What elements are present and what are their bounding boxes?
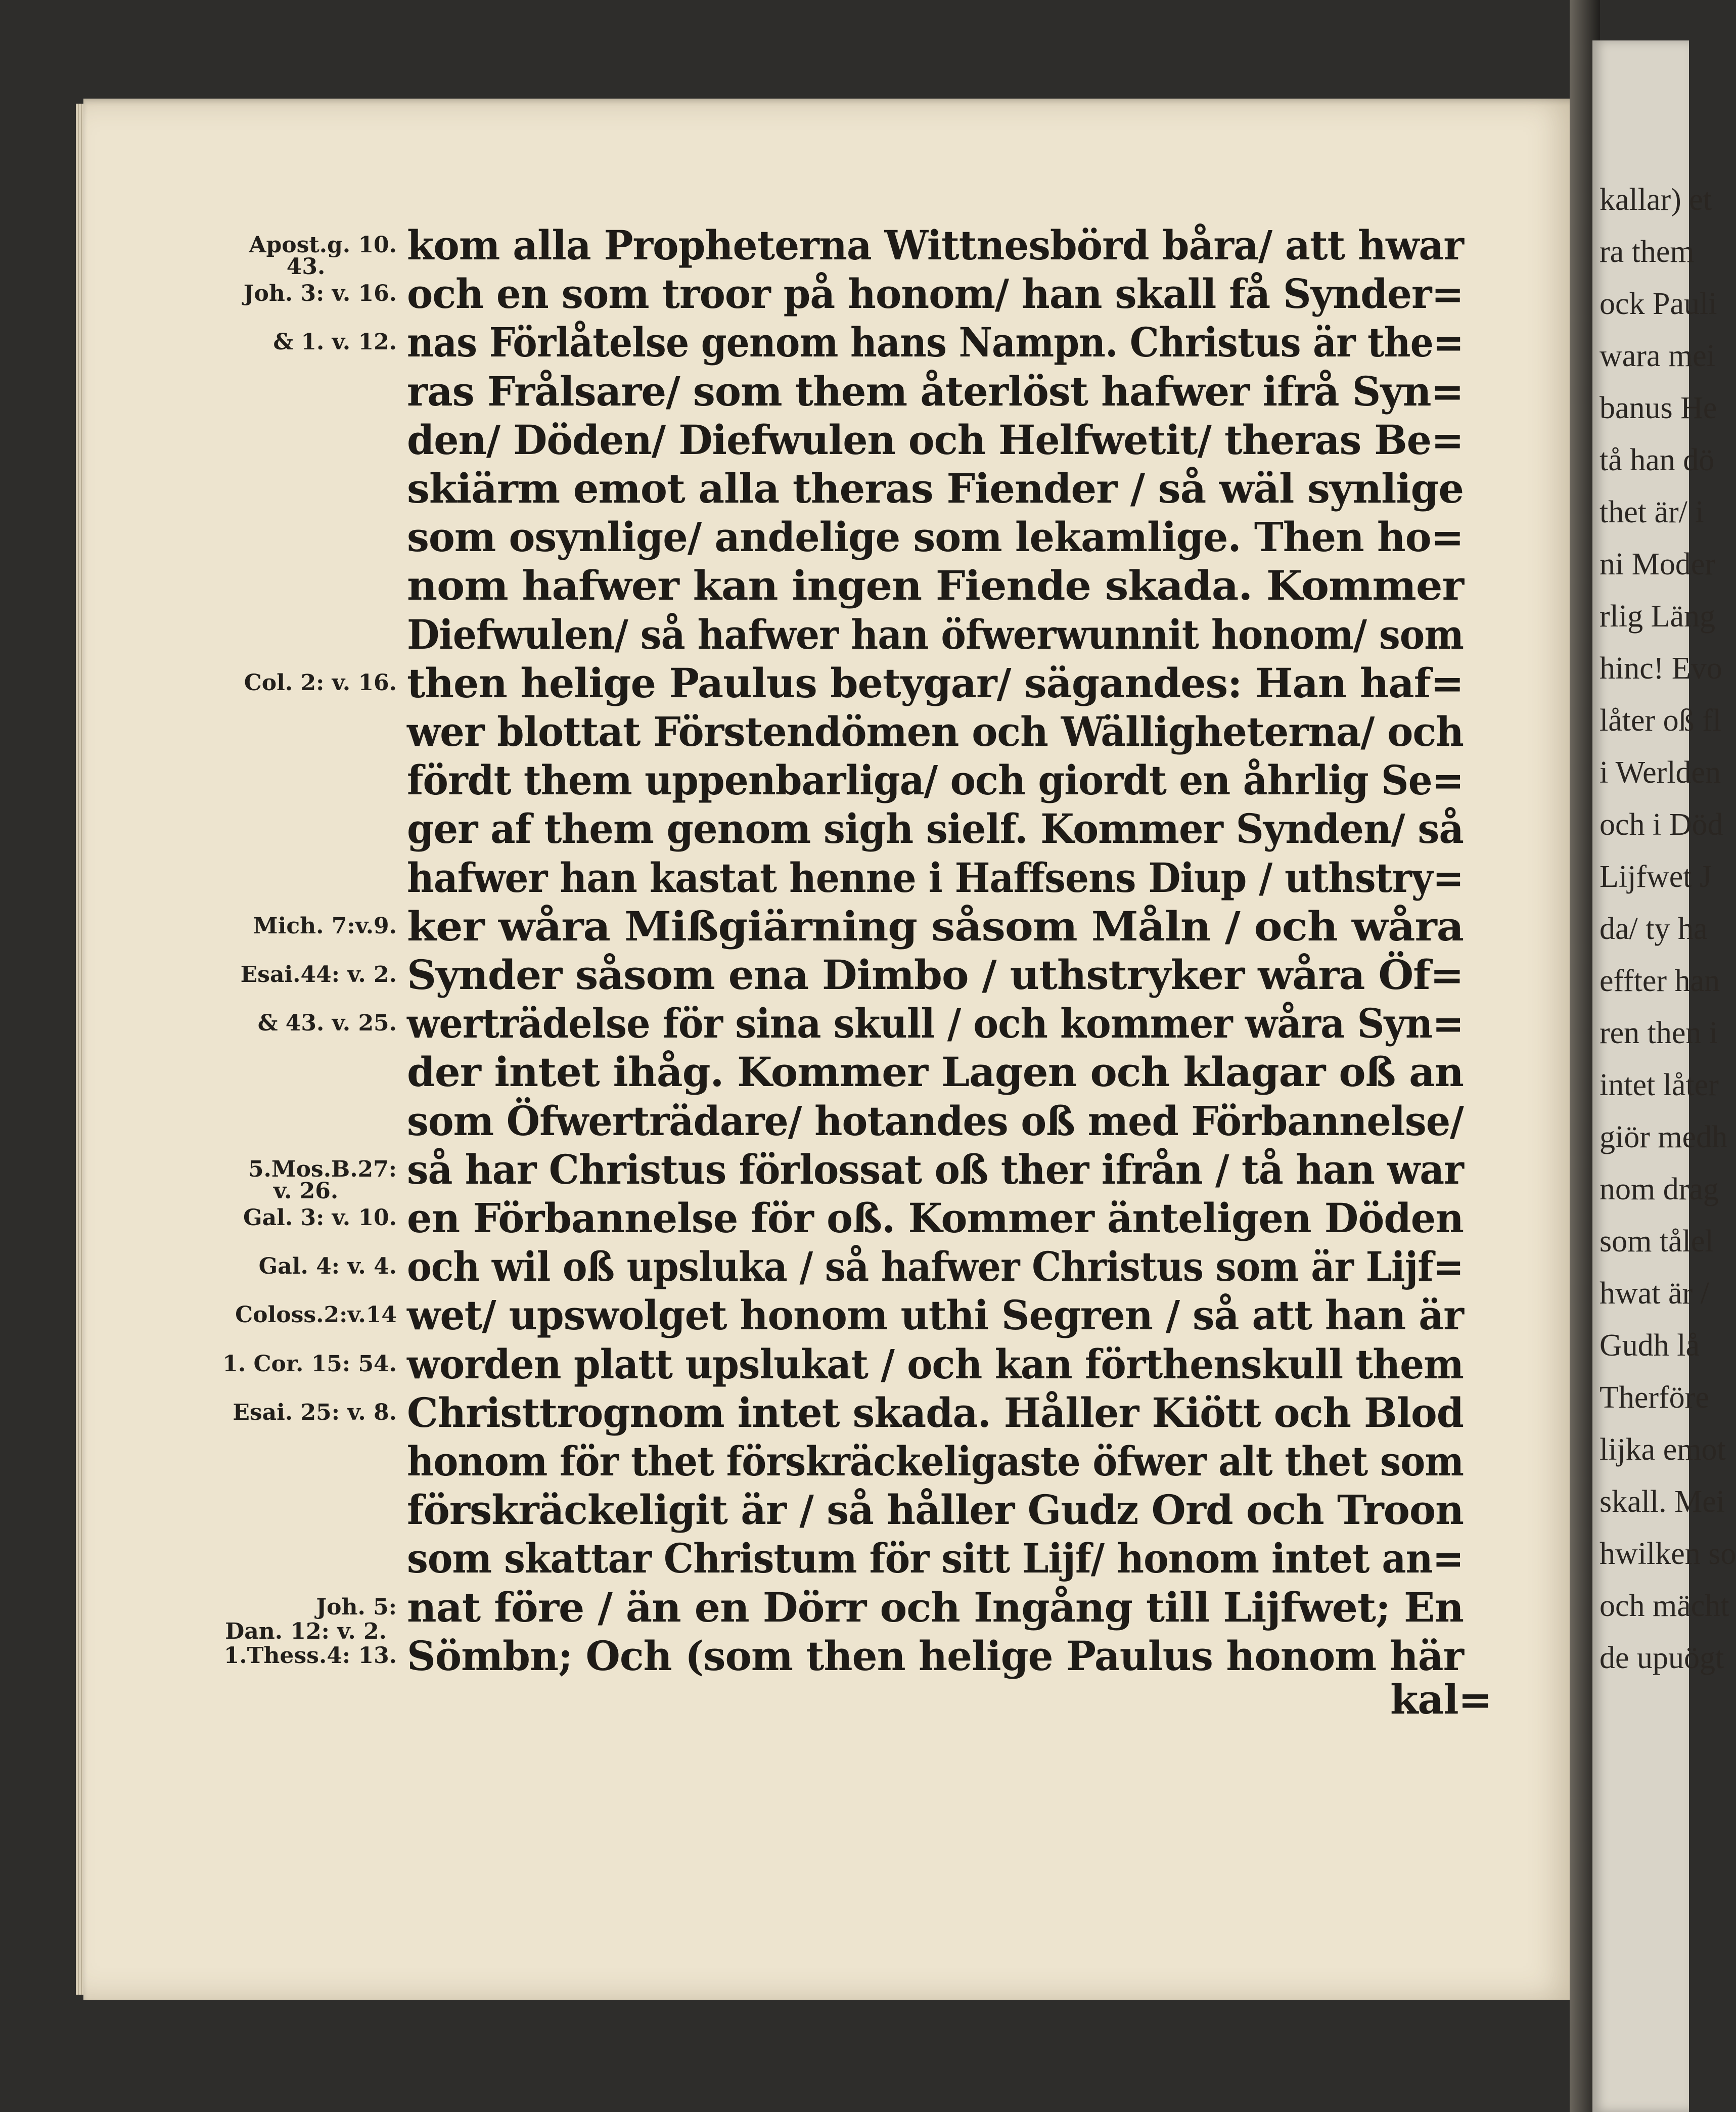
text-line-content: den/ Döden/ Diefwulen och Helfwetit/ theras Be=: [407, 416, 1464, 464]
text-line-content: och en som troor på honom/ han skall få Synder=: [407, 270, 1464, 318]
facing-page-line: da/ ty ha: [1600, 912, 1708, 946]
margin-note-text: Esai.44: v. 2.: [240, 962, 397, 987]
facing-page-line: intet låter: [1600, 1068, 1719, 1102]
margin-note-text: Mich. 7:v.9.: [253, 913, 397, 939]
facing-page-line: och i Död: [1600, 807, 1723, 842]
text-line: [407, 803, 1464, 854]
margin-note-text: Gal. 4: v. 4.: [258, 1253, 397, 1280]
facing-page-line: hwat är /: [1600, 1276, 1709, 1311]
text-line: [407, 1582, 1464, 1633]
text-line: [407, 366, 1464, 417]
facing-page-line: ni Moder: [1600, 547, 1716, 581]
facing-page-line: nom drag: [1600, 1172, 1719, 1206]
text-line-content: werträdelse för sina skull / och kommer wåra Syn=: [407, 1000, 1464, 1048]
text-line-content: then helige Paulus betygar/ sägandes: Han haf=: [407, 659, 1464, 707]
facing-page-line: rlig Läng: [1600, 599, 1715, 634]
text-line-content: en Förbannelse för oß. Kommer änteligen Döden: [407, 1194, 1464, 1242]
text-line: [407, 998, 1464, 1049]
facing-page-line: effter han: [1600, 964, 1720, 998]
facing-page-line: Gudh lå: [1600, 1328, 1700, 1363]
margin-note: [215, 252, 397, 282]
margin-note: [215, 911, 397, 941]
margin-note: [215, 1300, 397, 1330]
margin-note: [215, 960, 397, 990]
margin-note-text: Joh. 3: v. 16.: [243, 281, 397, 307]
margin-note: [215, 327, 397, 357]
margin-note: [215, 1251, 397, 1282]
text-line: [407, 1144, 1464, 1195]
text-line-content: wer blottat Förstendömen och Wälligheterna/ och: [407, 708, 1464, 755]
margin-note-text: Dan. 12: v. 2.: [225, 1618, 387, 1644]
text-line-content: och wil oß upsluka / så hafwer Christus som är Lijf=: [407, 1243, 1464, 1291]
text-line-content: förskräckeligit är / så håller Gudz Ord och Troon: [407, 1486, 1464, 1534]
margin-note-text: Apost.g. 10.: [249, 232, 397, 258]
text-line: [407, 1339, 1464, 1389]
text-line: [407, 1193, 1464, 1243]
text-line: [407, 268, 1464, 319]
facing-page-line: ra them: [1600, 235, 1695, 269]
margin-note: [215, 668, 397, 698]
margin-note-text: 5.Mos.B.27:: [248, 1156, 397, 1182]
text-line: [407, 1485, 1464, 1535]
text-line: [407, 1241, 1464, 1292]
text-line-content: worden platt upslukat / och kan förthenskull them: [407, 1340, 1464, 1388]
text-line: [407, 1387, 1464, 1438]
facing-page-line: giör medh: [1600, 1120, 1728, 1154]
text-line-content: som osynlige/ andelige som lekamlige. Then ho=: [407, 513, 1464, 561]
text-line-content: honom för thet förskräckeligaste öfwer alt thet som: [407, 1437, 1464, 1485]
margin-note-text: 43.: [286, 254, 326, 280]
text-line: [407, 1047, 1464, 1097]
text-line: [407, 317, 1464, 368]
text-line-content: Synder såsom ena Dimbo / uthstryker wåra Öf=: [407, 951, 1464, 999]
text-line: [407, 852, 1464, 903]
margin-note: [215, 1203, 397, 1233]
text-line-content: ger af them genom sigh sielf. Kommer Synden/ så: [407, 805, 1464, 853]
text-line: [407, 755, 1464, 805]
facing-page-line: i Werlden: [1600, 755, 1721, 790]
margin-note-text: Gal. 3: v. 10.: [243, 1205, 397, 1231]
facing-page-line: Therföre: [1600, 1380, 1709, 1415]
facing-page-line: wara mei: [1600, 339, 1715, 373]
text-line: [407, 1631, 1464, 1681]
text-line-content: Christtrognom intet skada. Håller Kiött och Blod: [407, 1388, 1464, 1436]
margin-note: [215, 1641, 397, 1671]
text-line-content: ras Frålsare/ som them återlöst hafwer ifrå Syn=: [407, 367, 1464, 415]
facing-page-line: thet är/ i: [1600, 495, 1704, 529]
text-line: [407, 560, 1464, 611]
catchword-text: kal=: [1390, 1676, 1492, 1723]
text-line-content: fördt them uppenbarliga/ och giordt en åhrlig Se=: [407, 756, 1464, 804]
facing-page-line: lijka emot: [1600, 1432, 1726, 1467]
text-line-content: ker wåra Mißgiärning såsom Måln / och wåra: [407, 902, 1464, 950]
margin-note: [215, 279, 397, 309]
facing-page-line: Lijfwet J: [1600, 860, 1712, 894]
facing-page-line: de upuögt: [1600, 1641, 1724, 1675]
text-line-content: nat före / än en Dörr och Ingång till Lijfwet; En: [407, 1583, 1464, 1631]
text-line: [407, 1096, 1464, 1146]
text-line: [407, 1533, 1464, 1584]
catchword: [1390, 1674, 1492, 1725]
text-line: [407, 1290, 1464, 1340]
text-line: [407, 1436, 1464, 1487]
facing-page-line: och mächt: [1600, 1589, 1729, 1623]
facing-page-line: kallar) et: [1600, 183, 1712, 217]
facing-page-line: ock Pauli: [1600, 287, 1717, 321]
text-line: [407, 463, 1464, 514]
margin-note: [215, 1176, 397, 1206]
text-line-content: så har Christus förlossat oß ther ifrån / tå han war: [407, 1145, 1464, 1193]
text-line-content: som Öfwerträdare/ hotandes oß med Förbannelse/: [407, 1097, 1464, 1145]
text-line-content: nom hafwer kan ingen Fiende skada. Kommer: [407, 562, 1464, 610]
text-line: [407, 220, 1464, 271]
text-line: [407, 950, 1464, 1000]
margin-note: [215, 1349, 397, 1379]
margin-note: [215, 1398, 397, 1428]
margin-note-text: & 43. v. 25.: [257, 1010, 397, 1037]
margin-note-text: v. 26.: [273, 1178, 339, 1204]
margin-note: [215, 1008, 397, 1039]
text-line-content: nas Förlåtelse genom hans Nampn. Christus är the=: [407, 319, 1464, 367]
text-line: [407, 512, 1464, 562]
text-line: [407, 609, 1464, 660]
text-line: [407, 901, 1464, 952]
facing-page-line: hwilken so: [1600, 1537, 1736, 1571]
margin-note-text: Col. 2: v. 16.: [244, 669, 397, 696]
text-line: [407, 706, 1464, 757]
margin-note-text: 1.Thess.4: 13.: [223, 1642, 397, 1669]
text-line-content: kom alla Propheterna Wittnesbörd båra/ att hwar: [407, 221, 1464, 269]
text-line-content: wet/ upswolget honom uthi Segren / så att han är: [407, 1291, 1464, 1339]
facing-page-line: hinc! Evo: [1600, 651, 1722, 686]
margin-note-text: & 1. v. 12.: [273, 329, 397, 355]
text-line-content: som skattar Christum för sitt Lijf/ honom intet an=: [407, 1535, 1464, 1583]
facing-page-line: banus He: [1600, 391, 1717, 425]
facing-page: [1592, 40, 1736, 2112]
text-line-content: Sömbn; Och (som then helige Paulus honom här: [407, 1632, 1464, 1680]
facing-page-line: låter oß fl: [1600, 703, 1722, 738]
facing-page-line: skall. Mei: [1600, 1485, 1725, 1519]
text-line: [407, 415, 1464, 465]
text-line-content: skiärm emot alla theras Fiender / så wäl synlige: [407, 465, 1464, 512]
margin-note-text: 1. Cor. 15: 54.: [222, 1351, 397, 1377]
facing-page-line: ren then i: [1600, 1016, 1718, 1050]
text-line-content: der intet ihåg. Kommer Lagen och klagar oß an: [407, 1048, 1464, 1096]
facing-page-line: tå han dö: [1600, 443, 1715, 477]
facing-page-line: som tålel: [1600, 1224, 1714, 1259]
text-line: [407, 658, 1464, 708]
margin-note-text: Coloss.2:v.14: [235, 1302, 397, 1328]
text-line-content: hafwer han kastat henne i Haffsens Diup / uthstry=: [407, 853, 1464, 902]
text-line-content: Diefwulen/ så hafwer han öfwerwunnit honom/ som: [407, 610, 1464, 658]
margin-note-text: Esai. 25: v. 8.: [233, 1399, 397, 1425]
margin-note-text: Joh. 5:: [316, 1594, 397, 1620]
